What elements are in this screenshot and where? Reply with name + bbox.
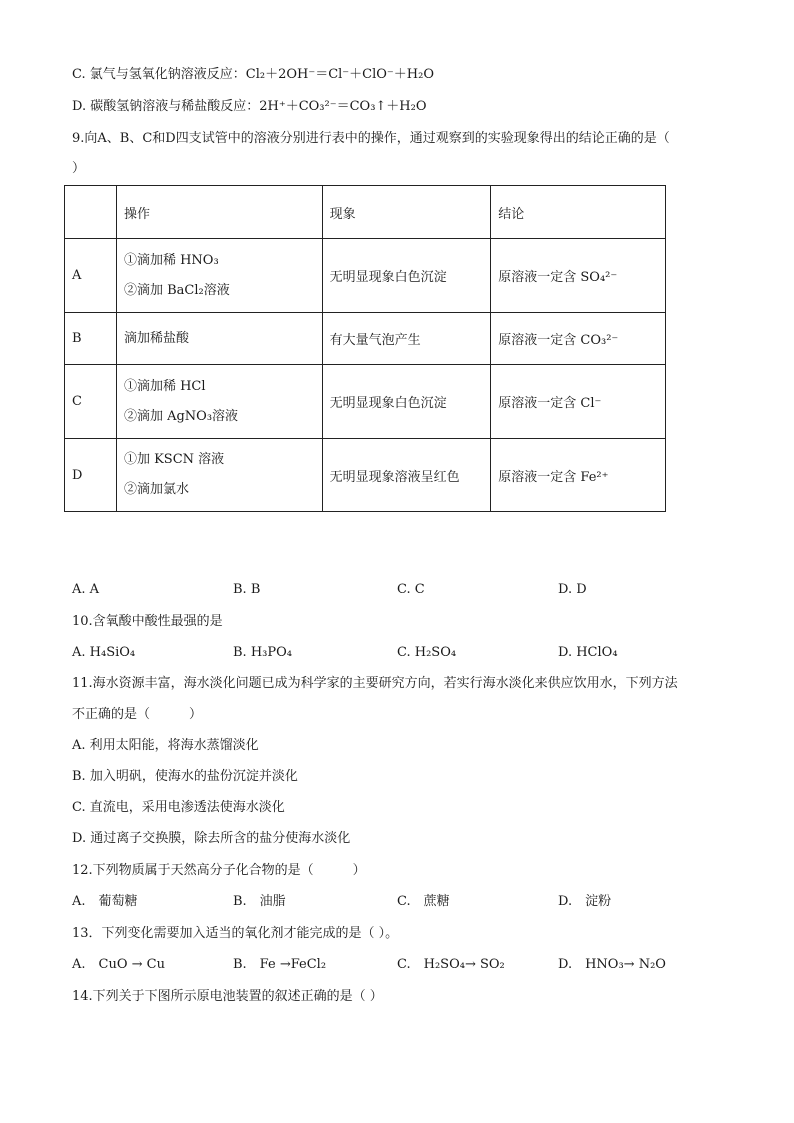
q10-option-b: B. H₃PO₄ <box>233 645 292 660</box>
q9-stem: 9.向A、B、C和D四支试管中的溶液分别进行表中的操作，通过观察到的实验现象得出的结论正确的是（ <box>72 131 670 146</box>
q13-option-c: C. H₂SO₄→ SO₂ <box>397 957 505 972</box>
q8-option-d <box>72 98 427 116</box>
q9-row-phenomenon: 无明显现象白色沉淀 <box>322 365 491 439</box>
q9-row-phenomenon: 无明显现象溶液呈红色 <box>322 439 491 512</box>
q9-option-b: B. B <box>233 582 261 597</box>
q9-row-conclusion: 原溶液一定含 Cl⁻ <box>491 365 666 439</box>
q9-table-row <box>65 439 666 512</box>
q9-operation-step: ①滴加稀 HNO₃ <box>123 252 219 268</box>
q11-option-d: D. 通过离子交换膜，除去所含的盐分使海水淡化 <box>72 831 351 846</box>
q13-option-d: D. HNO₃→ N₂O <box>558 957 666 972</box>
q9-table-row <box>65 239 666 313</box>
q10-option-c: C. H₂SO₄ <box>397 645 457 660</box>
q8-option-c-text: C. 氯气与氢氧化钠溶液反应： <box>72 67 246 82</box>
q8-option-d-equation: 2H⁺＋CO₃²⁻＝CO₃↑＋H₂O <box>259 99 427 114</box>
q9-row-phenomenon: 有大量气泡产生 <box>322 313 491 365</box>
q8-option-d-text: D. 碳酸氢钠溶液与稀盐酸反应： <box>72 99 260 114</box>
q14-stem: 14.下列关于下图所示原电池装置的叙述正确的是（ ） <box>72 989 383 1004</box>
q12-option-b: B. 油脂 <box>233 894 286 909</box>
q9-table <box>64 185 666 512</box>
q12-option-a: A. 葡萄糖 <box>72 894 138 909</box>
q10-stem: 10.含氧酸中酸性最强的是 <box>72 614 223 629</box>
q11-stem-line1: 11.海水资源丰富，海水淡化问题已成为科学家的主要研究方向，若实行海水淡化来供应饮用水，下列方法 <box>72 676 678 691</box>
q9-operation-step: ①滴加稀 HCl <box>123 378 206 394</box>
q9-operation-step: ②滴加 BaCl₂溶液 <box>123 282 230 298</box>
q9-row-operations <box>116 439 322 512</box>
q9-row-label: C <box>65 365 117 439</box>
q9-table-header-row <box>65 186 666 239</box>
q9-operation-step: 滴加稀盐酸 <box>123 330 189 346</box>
q8-option-c-equation: Cl₂＋2OH⁻＝Cl⁻＋ClO⁻＋H₂O <box>245 67 434 82</box>
q9-row-conclusion: 原溶液一定含 CO₃²⁻ <box>491 313 666 365</box>
q11-option-a: A. 利用太阳能，将海水蒸馏淡化 <box>72 738 259 753</box>
q9-stem-end: ） <box>72 161 86 176</box>
q10-option-a: A. H₄SiO₄ <box>72 645 136 660</box>
q9-row-operations <box>116 239 322 313</box>
q9-row-operations <box>116 365 322 439</box>
q9-row-label: A <box>65 239 117 313</box>
q10-option-d: D. HClO₄ <box>558 645 618 660</box>
q9-header-phenomenon: 现象 <box>322 186 491 239</box>
q9-row-label: D <box>65 439 117 512</box>
q9-row-conclusion: 原溶液一定含 Fe²⁺ <box>491 439 666 512</box>
q13-option-b: B. Fe →FeCl₂ <box>233 957 327 972</box>
q9-operation-step: ①加 KSCN 溶液 <box>123 452 225 467</box>
q9-header-label <box>65 186 117 239</box>
q13-stem: 13．下列变化需要加入适当的氧化剂才能完成的是（ ）。 <box>72 926 399 941</box>
q9-option-a: A. A <box>72 582 100 597</box>
q11-option-c: C. 直流电，采用电渗透法使海水淡化 <box>72 800 285 815</box>
q12-stem: 12.下列物质属于天然高分子化合物的是（ ） <box>72 863 366 878</box>
q9-operation-step: ②滴加 AgNO₃溶液 <box>123 408 239 424</box>
q9-table-row <box>65 313 666 365</box>
q11-stem-line2: 不正确的是（ ） <box>72 707 203 722</box>
q9-header-operation: 操作 <box>116 186 322 239</box>
q12-option-c: C. 蔗糖 <box>397 894 450 909</box>
q9-option-d: D. D <box>558 582 587 597</box>
q13-option-a: A. CuO → Cu <box>72 957 165 972</box>
q9-row-label: B <box>65 313 117 365</box>
q8-option-c <box>72 66 434 84</box>
q9-header-conclusion: 结论 <box>491 186 666 239</box>
q9-row-phenomenon: 无明显现象白色沉淀 <box>322 239 491 313</box>
q9-table-row <box>65 365 666 439</box>
q9-row-conclusion: 原溶液一定含 SO₄²⁻ <box>491 239 666 313</box>
q9-option-c: C. C <box>397 582 425 597</box>
q9-operation-step: ②滴加氯水 <box>123 482 189 497</box>
q9-row-operations <box>116 313 322 365</box>
q11-option-b: B. 加入明矾，使海水的盐份沉淀并淡化 <box>72 769 298 784</box>
q12-option-d: D. 淀粉 <box>558 894 612 909</box>
